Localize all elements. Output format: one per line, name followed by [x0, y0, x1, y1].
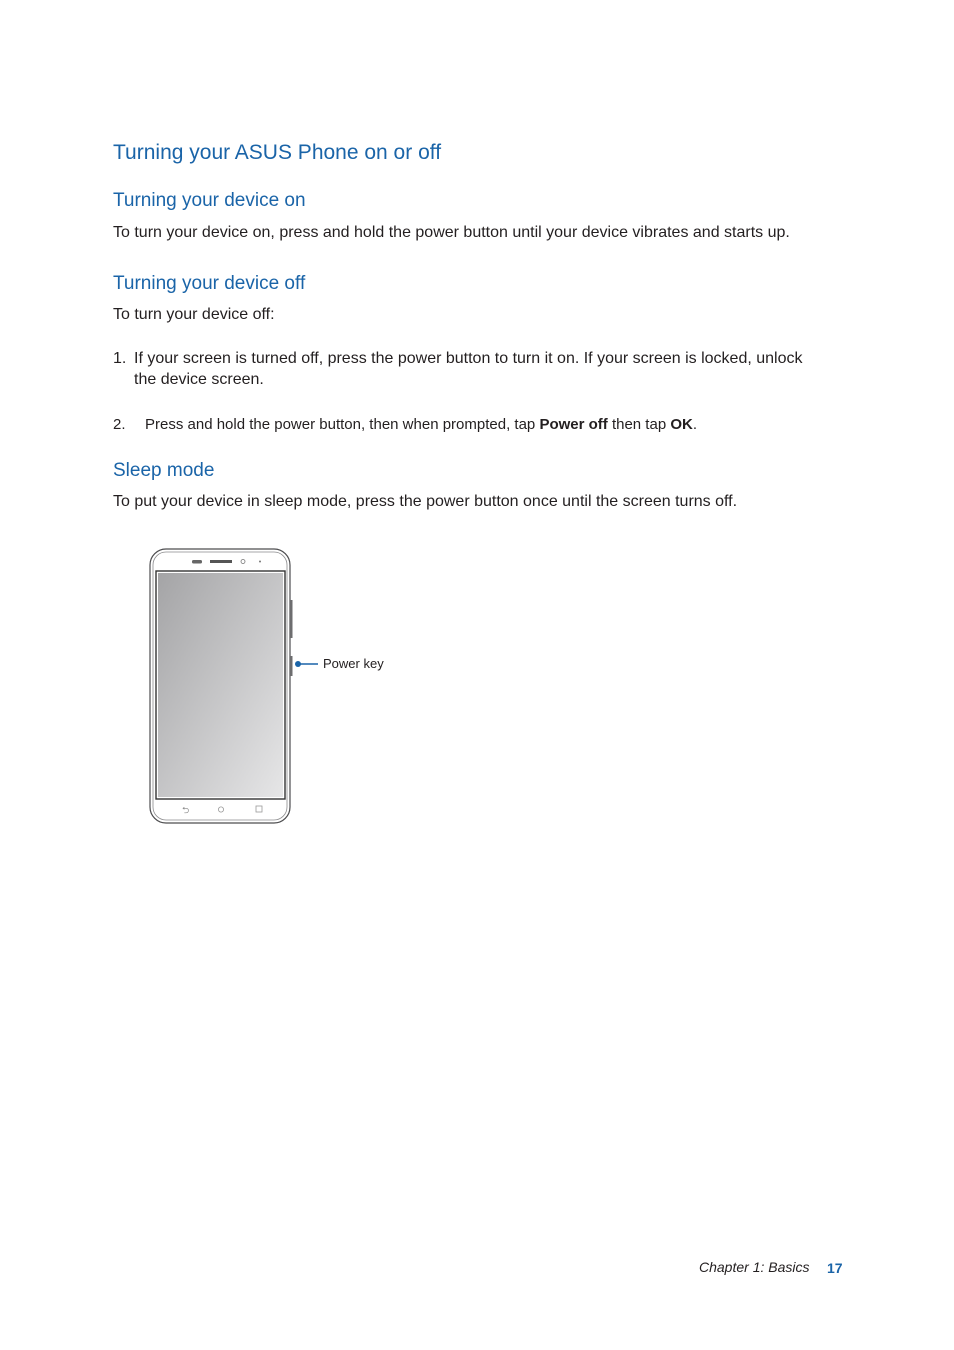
step-text: Press and hold the power button, then when prompted, tap Power off then tap OK. [145, 416, 698, 433]
page-number: 17 [827, 1260, 843, 1276]
paragraph-sleep-mode: To put your device in sleep mode, press the power button once until the screen turns off. [113, 493, 738, 510]
heading-device-off: Turning your device off [113, 273, 306, 294]
power-key-label: Power key [323, 656, 384, 671]
phone-illustration [145, 545, 405, 830]
footer-chapter: Chapter 1: Basics [699, 1259, 810, 1275]
ok-label: OK [670, 416, 693, 433]
paragraph-device-off-intro: To turn your device off: [113, 306, 275, 323]
step-text-line2: the device screen. [134, 371, 264, 388]
heading-sleep-mode: Sleep mode [113, 460, 215, 481]
power-off-label: Power off [539, 416, 608, 433]
step-number: 2. [113, 416, 126, 433]
phone-drawing [145, 545, 405, 830]
paragraph-device-on: To turn your device on, press and hold the power button until your device vibrates and starts up. [113, 224, 790, 241]
step-text-line1: If your screen is turned off, press the power button to turn it on. If your screen is locked, unlock [134, 350, 803, 367]
heading-device-on: Turning your device on [113, 190, 306, 211]
step-number: 1. [113, 350, 127, 367]
main-title: Turning your ASUS Phone on or off [113, 141, 442, 164]
svg-text:⮌: ⮌ [182, 806, 190, 816]
